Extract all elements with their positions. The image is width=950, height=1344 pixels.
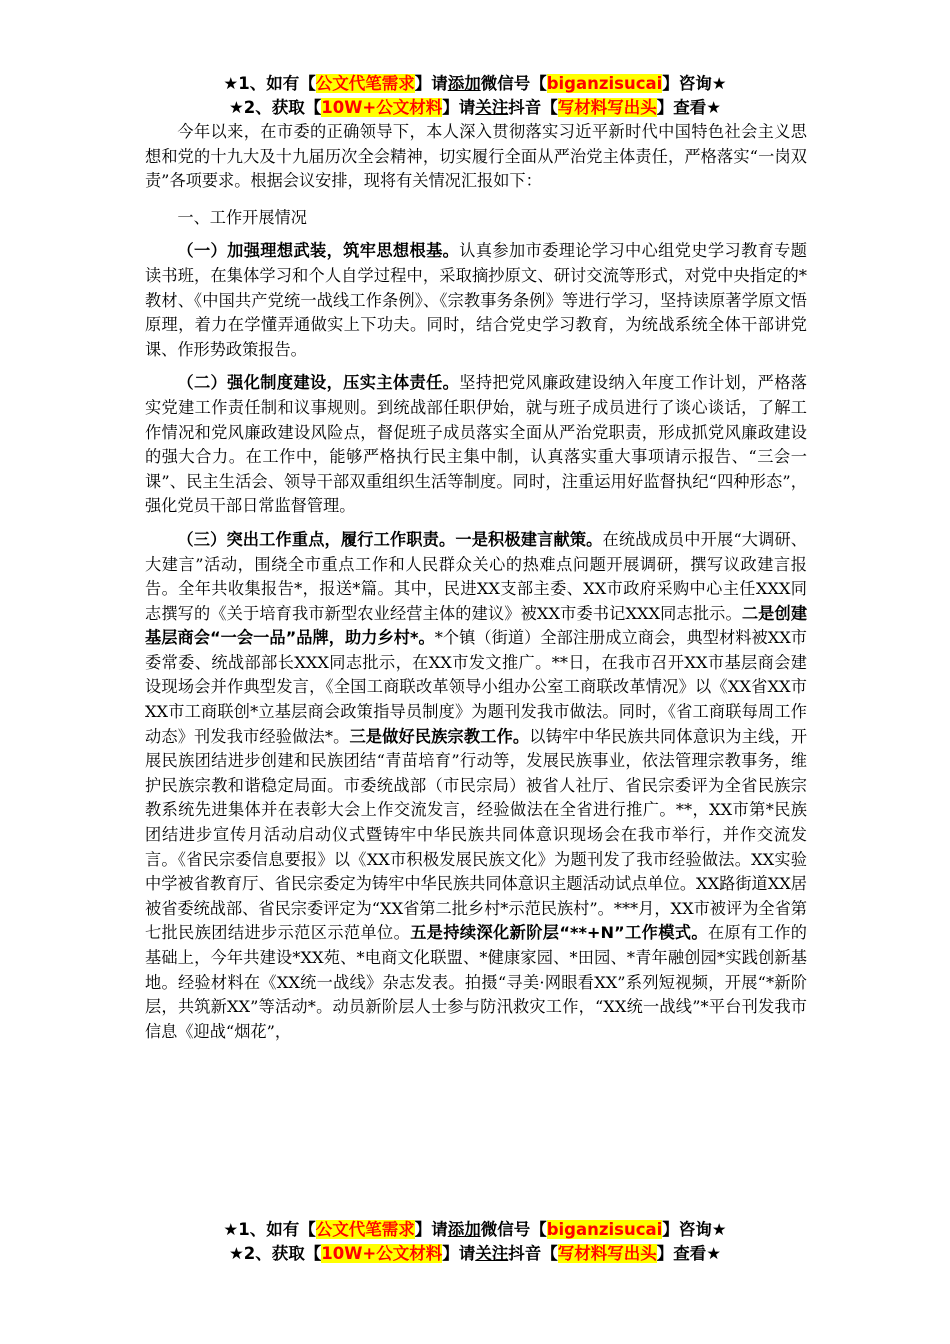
top-banner-line-2: ★2、获取【10W+公文材料】请关注抖音【写材料写出头】查看★ — [228, 98, 722, 117]
bottom-banner-line-2: ★2、获取【10W+公文材料】请关注抖音【写材料写出头】查看★ — [228, 1244, 722, 1263]
section-heading-1: 一、工作开展情况 — [177, 207, 307, 227]
paragraph-1: （一）加强理想武装，筑牢思想根基。认真参加市委理论学习中心组党史学习教育专题读书班，在集体学习和个人自学过程中，采取摘抄原文、研讨交流等形式，对党中央指定的*教材、《中国共产党统一战线工作条例》、《宗教事务条例》等进行学习，坚持读原著学原文悟原理，着力在学懂弄通做实上下功夫。同时，结合党史学习教育，为统战系统全体干部讲党课、作形势政策报告。 — [145, 241, 807, 359]
intro-paragraph: 今年以来，在市委的正确领导下，本人深入贯彻落实习近平新时代中国特色社会主义思想和党的十九大及十九届历次全会精神，切实履行全面从严治党主体责任，严格落实“一岗双责”各项要求。根据会议安排，现将有关情况汇报如下： — [145, 122, 807, 191]
document-body — [145, 120, 807, 1044]
bottom-banner-line-1: ★1、如有【公文代笔需求】请添加微信号【biganzisucai】咨询★ — [223, 1220, 727, 1239]
paragraph-3: （三）突出工作重点，履行工作职责。一是积极建言献策。在统战成员中开展“大调研、大建言”活动，围绕全市重点工作和人民群众关心的热难点问题开展调研，撰写议政建言报告。全年共收集报告*，报送*篇。其中，民进XX支部主委、XX市政府采购中心主任XXX同志撰写的《关于培育我市新型农业经营主体的建议》被XX市委书记XXX同志批示。二是创建基层商会“一会一品”品牌，助力乡村*。*个镇（街道）全部注册成立商会，典型材料被XX市委常委、统战部部长XXX同志批示，在XX市发文推广。**日，在我市召开XX市基层商会建设现场会并作典型发言，《全国工商联改革领导小组办公室工商联改革情况》以《XX省XX市XX市工商联创*立基层商会政策指导员制度》为题刊发我市做法。同时，《省工商联每周工作动态》刊发我市经验做法*。三是做好民族宗教工作。以铸牢中华民族共同体意识为主线，开展民族团结进步创建和民族团结“青苗培育”行动等，发展民族事业，依法管理宗教事务，维护民族宗教和谐稳定局面。市委统战部（市民宗局）被省人社厅、省民宗委评为全省民族宗教系统先进集体并在表彰大会上作交流发言，经验做法在全省进行推广。**，XX市第*民族团结进步宣传月活动启动仪式暨铸牢中华民族共同体意识现场会在我市举行，并作交流发言。《省民宗委信息要报》以《XX市积极发展民族文化》为题刊发了我市经验做法。XX实验中学被省教育厅、省民宗委定为铸牢中华民族共同体意识主题活动试点单位。XX路街道XX居被省委统战部、省民宗委评定为“XX省第二批乡村*示范民族村”。***月，XX市被评为全省第七批民族团结进步示范区示范单位。五是持续深化新阶层“**+N”工作模式。在原有工作的基础上，今年共建设*XX苑、*电商文化联盟、*健康家园、*田园、*青年融创园*实践创新基地。经验材料在《XX统一战线》杂志发表。拍摄“寻美·网眼看XX”系列短视频，开展“*新阶层，共筑新XX”等活动*。动员新阶层人士参与防汛救灾工作，“XX统一战线”*平台刊发我市信息《迎战“烟花”， — [145, 529, 808, 1041]
top-banner-line-1: ★1、如有【公文代笔需求】请添加微信号【biganzisucai】咨询★ — [223, 74, 727, 93]
paragraph-2: （二）强化制度建设，压实主体责任。坚持把党风廉政建设纳入年度工作计划，严格落实党建工作责任制和议事规则。到统战部任职伊始，就与班子成员进行了谈心谈话，了解工作情况和党风廉政建设风险点，督促班子成员落实全面从严治党职责，形成抓党风廉政建设的强大合力。在工作中，能够严格执行民主集中制，认真落实重大事项请示报告、“三会一课”、民主生活会、领导干部双重组织生活等制度。同时，注重运用好监督执纪“四种形态”，强化党员干部日常监督管理。 — [145, 373, 807, 516]
